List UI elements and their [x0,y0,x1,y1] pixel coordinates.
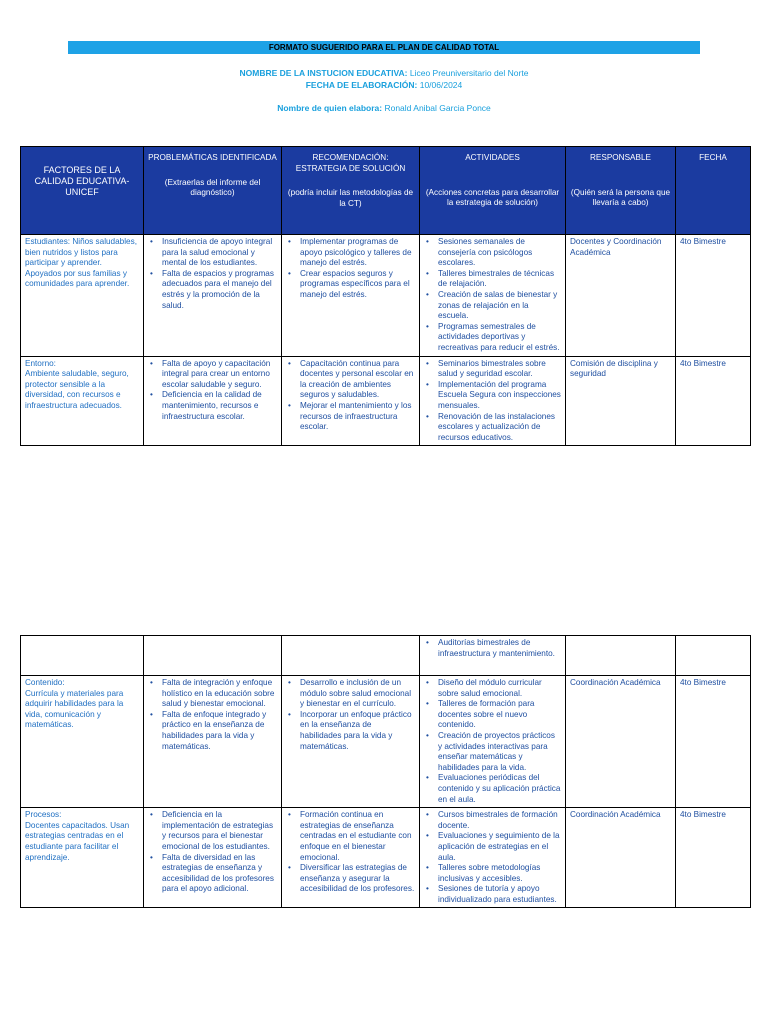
date-cell: 4to Bimestre [676,808,751,908]
list-item: • Desarrollo e inclusión de un módulo sobre salud emocional y bienestar en el currículo. [297,678,415,710]
table-row [21,356,751,446]
list-item: • Incorporar un enfoque práctico en la enseñanza de habilidades para la vida y matemáticas. [297,710,415,752]
table-row [21,636,751,676]
responsible-cell: Comisión de disciplina y seguridad [566,356,676,446]
list-item: • Falta de integración y enfoque holístico en la educación sobre salud y bienestar emocional. [159,678,277,710]
institution-value: Liceo Preuniversitario del Norte [409,68,529,78]
strategies-cell [282,676,420,808]
activities-cell [420,676,566,808]
document-banner-title: FORMATO SUGUERIDO PARA EL PLAN DE CALIDAD TOTAL [68,41,700,54]
quality-plan-table-continued [20,635,751,908]
list-item: • Renovación de las instalaciones escolares y actualización de recursos educativos. [435,412,561,444]
header-activities: ACTIVIDADES (Acciones concretas para desarrollar la estrategia de solución) [420,147,566,235]
author-label: Nombre de quien elabora: [277,103,383,113]
institution-label: NOMBRE DE LA INSTUCION EDUCATIVA: [239,68,408,78]
list-item: • Sesiones semanales de consejería con psicólogos escolares. [435,237,561,269]
problems-cell-list [148,359,277,423]
activities-cell [420,808,566,908]
list-item: • Implementar programas de apoyo psicológico y talleres de manejo del estrés. [297,237,415,269]
list-item: • Cursos bimestrales de formación docente. [435,810,561,831]
activities-cell [420,636,566,676]
list-item: • Implementación del programa Escuela Segura con inspecciones mensuales. [435,380,561,412]
date-cell: 4to Bimestre [676,356,751,446]
problems-cell [144,235,282,357]
strategies-cell [282,235,420,357]
problems-cell-list [148,237,277,311]
factor-cell: Procesos: Docentes capacitados. Usan estrategias centradas en el estudiante para facilitar el aprendizaje. [21,808,144,908]
list-item: • Creación de proyectos prácticos y actividades interactivas para enseñar matemáticas y habilidades para la vida. [435,731,561,773]
strategies-cell-list [286,237,415,301]
header-problems: PROBLEMÁTICAS IDENTIFICADA (Extraerlas del informe del diagnóstico) [144,147,282,235]
strategies-cell [282,636,420,676]
date-line [0,80,768,91]
list-item: • Formación continua en estrategias de enseñanza centradas en el estudiante con enfoque en el bienestar emocional. [297,810,415,863]
list-item: • Insuficiencia de apoyo integral para la salud emocional y mental de los estudiantes. [159,237,277,269]
date-cell: 4to Bimestre [676,235,751,357]
factor-cell: Estudiantes: Niños saludables, bien nutridos y listos para participar y aprender. Apoyados por sus familias y comunidades para aprender. [21,235,144,357]
responsible-cell [566,636,676,676]
responsible-cell: Coordinación Académica [566,808,676,908]
problems-cell-list [148,810,277,895]
quality-plan-table [20,146,751,446]
activities-cell-list [424,237,561,354]
list-item: • Deficiencia en la calidad de mantenimiento, recursos e infraestructura escolar. [159,390,277,422]
author-line [0,103,768,114]
activities-cell-list [424,359,561,444]
activities-cell-list [424,810,561,905]
strategies-cell-list [286,359,415,433]
list-item: • Seminarios bimestrales sobre salud y seguridad escolar. [435,359,561,380]
date-label: FECHA DE ELABORACIÓN: [305,80,418,90]
responsible-cell: Docentes y Coordinación Académica [566,235,676,357]
factor-cell [21,636,144,676]
date-cell: 4to Bimestre [676,676,751,808]
list-item: • Deficiencia en la implementación de estrategias y recursos para el bienestar emocional de los estudiantes. [159,810,277,852]
activities-cell [420,356,566,446]
date-value: 10/06/2024 [419,80,463,90]
institution-line [0,68,768,79]
header-responsible: RESPONSABLE (Quién será la persona que llevaría a cabo) [566,147,676,235]
list-item: • Mejorar el mantenimiento y los recursos de infraestructura escolar. [297,401,415,433]
list-item: • Talleres de formación para docentes sobre el nuevo contenido. [435,699,561,731]
list-item: • Talleres bimestrales de técnicas de relajación. [435,269,561,290]
list-item: • Talleres sobre metodologías inclusivas y accesibles. [435,863,561,884]
strategies-cell [282,356,420,446]
author-value: Ronald Anibal Garcia Ponce [384,103,491,113]
list-item: • Diversificar las estrategias de enseñanza y asegurar la accesibilidad de los profesores. [297,863,415,895]
list-item: • Evaluaciones periódicas del contenido y su aplicación práctica en el aula. [435,773,561,805]
problems-cell [144,636,282,676]
activities-cell-list [424,678,561,805]
list-item: • Falta de diversidad en las estrategias de enseñanza y accesibilidad de los profesores para el apoyo adicional. [159,853,277,895]
list-item: • Sesiones de tutoría y apoyo individualizado para estudiantes. [435,884,561,905]
factor-cell: Entorno: Ambiente saludable, seguro, protector sensible a la diversidad, con recursos e infraestructura adecuados. [21,356,144,446]
header-date: FECHA [676,147,751,235]
list-item: • Auditorías bimestrales de infraestructura y mantenimiento. [435,638,561,659]
strategies-cell-list [286,678,415,752]
responsible-cell: Coordinación Académica [566,676,676,808]
strategies-cell [282,808,420,908]
list-item: • Creación de salas de bienestar y zonas de relajación en la escuela. [435,290,561,322]
table-row [21,676,751,808]
list-item: • Falta de apoyo y capacitación integral para crear un entorno escolar saludable y seguro. [159,359,277,391]
problems-cell [144,356,282,446]
activities-cell [420,235,566,357]
problems-cell-list [148,678,277,752]
table-row [21,235,751,357]
list-item: • Programas semestrales de actividades deportivas y recreativas para reducir el estrés. [435,322,561,354]
header-strategy: RECOMENDACIÓN: ESTRATEGIA DE SOLUCIÓN (podría incluir las metodologías de la CT) [282,147,420,235]
list-item: • Capacitación continua para docentes y personal escolar en la creación de ambientes seguros y saludables. [297,359,415,401]
list-item: • Falta de espacios y programas adecuados para el manejo del estrés y la promoción de la salud. [159,269,277,311]
strategies-cell-list [286,810,415,895]
list-item: • Diseño del módulo curricular sobre salud emocional. [435,678,561,699]
problems-cell [144,676,282,808]
activities-cell-list [424,638,561,659]
problems-cell [144,808,282,908]
date-cell [676,636,751,676]
list-item: • Evaluaciones y seguimiento de la aplicación de estrategias en el aula. [435,831,561,863]
list-item: • Falta de enfoque integrado y práctico en la enseñanza de habilidades para la vida y matemáticas. [159,710,277,752]
table-row [21,808,751,908]
factor-cell: Contenido: Currícula y materiales para adquirir habilidades para la vida, comunicación y matemáticas. [21,676,144,808]
header-factors: FACTORES DE LA CALIDAD EDUCATIVA-UNICEF [21,147,144,235]
list-item: • Crear espacios seguros y programas específicos para el manejo del estrés. [297,269,415,301]
